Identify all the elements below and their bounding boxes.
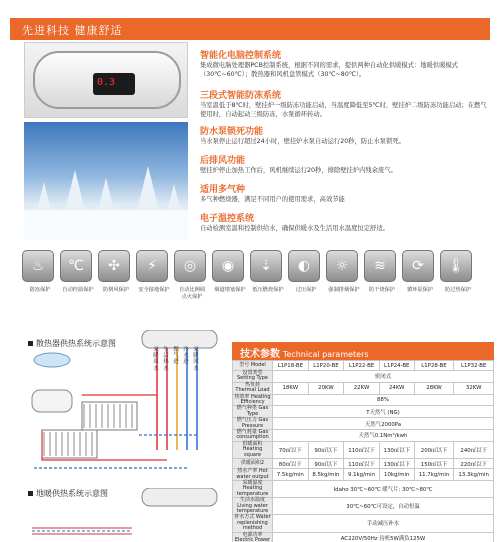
params-row bbox=[233, 394, 494, 406]
param-cell: 220㎡以下 bbox=[454, 459, 494, 469]
feature-desc: 多气种燃烧器，满足不同用户的使用需求，高效节能 bbox=[200, 196, 345, 203]
protection-label: 过压保护 bbox=[295, 287, 317, 293]
protection-item bbox=[174, 250, 210, 300]
param-cell: L1P28-BE bbox=[414, 361, 454, 371]
protection-item bbox=[326, 250, 362, 293]
param-label: 生活水温度 Living water temperature bbox=[233, 498, 273, 515]
param-label: 供暖面积 Heating square bbox=[233, 441, 273, 458]
circulation-pump-icon: ⟳ bbox=[402, 250, 434, 282]
floor-section-title: 地暖供热系统示意图 bbox=[28, 488, 108, 499]
param-label: 热负荷 Thermal Load bbox=[233, 382, 273, 394]
param-label: 燃气耗量 Gas consumption bbox=[233, 430, 273, 442]
exhaust-icon: ☼ bbox=[326, 250, 358, 282]
params-row bbox=[233, 469, 494, 481]
param-cell: 200㎡以下 bbox=[414, 441, 454, 458]
params-row bbox=[233, 406, 494, 418]
param-cell: 90㎡以下 bbox=[308, 459, 344, 469]
param-cell: L1P24-BE bbox=[379, 361, 414, 371]
feature-2 bbox=[200, 88, 490, 119]
param-label: 燃气种类 Gas Type bbox=[233, 406, 273, 418]
param-cell: 110㎡以下 bbox=[344, 459, 380, 469]
feature-desc: 当水泵停止运行超过24小时，壁挂炉水泵自动运行20秒，防止水泵锁死。 bbox=[200, 138, 405, 145]
radiator-section-title: 散热器供热系统示意图 bbox=[28, 338, 116, 349]
params-table bbox=[232, 360, 494, 542]
params-row bbox=[233, 382, 494, 394]
param-label: 电源功率 Electric Power bbox=[233, 532, 273, 542]
feature-4 bbox=[200, 153, 490, 175]
protection-item bbox=[402, 250, 438, 293]
thermostat-icon: ℃ bbox=[60, 250, 92, 282]
param-label: 设置类型 Setting Type bbox=[233, 371, 273, 383]
protection-item bbox=[212, 250, 248, 293]
overpressure-icon: ◐ bbox=[288, 250, 320, 282]
wall-heater-image bbox=[33, 51, 181, 109]
param-cell: 9.1kg/min bbox=[344, 469, 380, 481]
label-heating-out: 采暖出水 bbox=[153, 347, 159, 372]
params-row bbox=[233, 532, 494, 542]
protection-item bbox=[250, 250, 286, 293]
feature-title: 适用多气种 bbox=[200, 185, 246, 195]
dry-burn-icon: ≋ bbox=[364, 250, 396, 282]
feature-title: 电子温控系统 bbox=[200, 214, 255, 224]
header-banner bbox=[10, 18, 490, 40]
param-label: 采暖温度 Heating temperature bbox=[233, 480, 273, 497]
param-cell: 20KW bbox=[308, 382, 344, 394]
banner-title: 先进科技 健康舒适 bbox=[22, 24, 123, 37]
protection-label: 防倒风保护 bbox=[103, 287, 129, 293]
param-cell: 18KW bbox=[273, 382, 309, 394]
protection-item bbox=[288, 250, 324, 293]
params-row bbox=[233, 480, 494, 497]
protection-label: 循环泵保护 bbox=[407, 287, 433, 293]
param-value: 天然气0.1Nm³/kwh bbox=[273, 430, 494, 442]
param-value: T天然气 (NG) bbox=[273, 406, 494, 418]
param-cell: 24KW bbox=[379, 382, 414, 394]
feature-5 bbox=[200, 182, 490, 204]
param-value: 天然气2000Pa bbox=[273, 418, 494, 430]
feature-title: 防水泵锁死功能 bbox=[200, 127, 264, 137]
param-cell: 240㎡以下 bbox=[454, 441, 494, 458]
protection-item bbox=[22, 250, 58, 293]
antifreeze-icon: ♨ bbox=[22, 250, 54, 282]
label-cold-in: 冷水进 bbox=[183, 347, 189, 366]
param-cell: 28KW bbox=[414, 382, 454, 394]
param-cell: 130㎡以下 bbox=[379, 459, 414, 469]
grounding-icon: ⚡ bbox=[136, 250, 168, 282]
param-cell: 130㎡以下 bbox=[379, 441, 414, 458]
param-cell: 80㎡以下 bbox=[273, 459, 309, 469]
param-value: Idaho 30℃~60℃ 暖气片: 30℃~80℃ bbox=[273, 480, 494, 497]
param-value: AC220V/50Hz 待机5W满负125W bbox=[273, 532, 494, 542]
param-cell: 11.7kg/min bbox=[414, 469, 454, 481]
param-cell: 7.5kg/min bbox=[273, 469, 309, 481]
param-label: 热水产率 Hot water output bbox=[233, 469, 273, 481]
params-header bbox=[232, 342, 494, 360]
params-row bbox=[233, 441, 494, 458]
param-cell: 110㎡以下 bbox=[344, 441, 380, 458]
protection-item bbox=[98, 250, 134, 293]
feature-1 bbox=[200, 48, 490, 79]
protection-item bbox=[60, 250, 96, 293]
feature-title: 后排风功能 bbox=[200, 156, 246, 166]
product-photo bbox=[24, 42, 188, 118]
param-label: 供暖面积2 bbox=[233, 459, 273, 469]
label-heating-back: 采暖回水 bbox=[193, 347, 199, 372]
param-cell: 8.5kg/min bbox=[308, 469, 344, 481]
technical-parameters bbox=[232, 342, 494, 542]
param-cell: 150㎡以下 bbox=[414, 459, 454, 469]
param-label: 型号 Model bbox=[233, 361, 273, 371]
param-cell: 32KW bbox=[454, 382, 494, 394]
feature-title: 三段式智能防冻系统 bbox=[200, 91, 282, 101]
feature-title: 智能化电脑控制系统 bbox=[200, 51, 282, 61]
param-value: 密闭式 bbox=[273, 371, 494, 383]
feature-desc: 集成微电脑处理器PCB控制系统，根据不同的需求，提供两种自动化供暖模式：地暖供暖模式（30℃~60℃）；散热器和风机盘管模式（30℃~80℃）。 bbox=[200, 62, 459, 78]
protection-item bbox=[440, 250, 476, 293]
overheat-icon: 🌡 bbox=[440, 250, 472, 282]
param-cell: 13.3kg/min bbox=[454, 469, 494, 481]
protection-item bbox=[136, 250, 172, 293]
ignition-icon: ◎ bbox=[174, 250, 206, 282]
floor-heating-diagram bbox=[22, 488, 222, 542]
param-cell: 90㎡以下 bbox=[308, 441, 344, 458]
fan-icon: ✣ bbox=[98, 250, 130, 282]
param-cell: 10kg/min bbox=[379, 469, 414, 481]
param-cell: L1P20-BE bbox=[308, 361, 344, 371]
param-cell: L1P22-BE bbox=[344, 361, 380, 371]
winter-scene-image bbox=[24, 122, 188, 240]
param-cell: 22KW bbox=[344, 382, 380, 394]
label-gas-in: 燃气进 bbox=[173, 347, 179, 366]
heater-display-value: 0.3 bbox=[97, 77, 116, 88]
protection-label: 低压燃烧保护 bbox=[252, 287, 284, 293]
feature-6 bbox=[200, 211, 490, 233]
feature-desc: 壁挂炉停止加热工作后，风机继续运行20秒，排除壁挂炉内残余废气。 bbox=[200, 167, 397, 174]
protection-label: 自动控温保护 bbox=[62, 287, 94, 293]
params-row bbox=[233, 430, 494, 442]
param-cell: L1P32-BE bbox=[454, 361, 494, 371]
params-row bbox=[233, 459, 494, 469]
protection-label: 自动比例调 点火保护 bbox=[179, 287, 205, 300]
param-label: 燃气压力 Gas Pressure bbox=[233, 418, 273, 430]
protection-label: 防冻保护 bbox=[29, 287, 51, 293]
param-value: 88% bbox=[273, 394, 494, 406]
protection-item bbox=[364, 250, 400, 293]
params-title-cn: 技术参数 bbox=[240, 349, 280, 360]
params-row bbox=[233, 515, 494, 532]
protection-label: 防干烧保护 bbox=[369, 287, 395, 293]
protection-icon-row bbox=[22, 250, 480, 302]
feature-desc: 自动检测室温和控制供给水，确保供暖水及生活用水温度恒定舒适。 bbox=[200, 225, 389, 232]
flue-block-icon: ◉ bbox=[212, 250, 244, 282]
protection-label: 安全接地保护 bbox=[138, 287, 170, 293]
protection-label: 烟道堵塞保护 bbox=[214, 287, 246, 293]
param-cell: L1P18-BE bbox=[273, 361, 309, 371]
feature-3 bbox=[200, 124, 490, 146]
low-pressure-icon: ⇣ bbox=[250, 250, 282, 282]
params-row bbox=[233, 418, 494, 430]
param-value: 30℃~60℃可设定，自动恒温 bbox=[273, 498, 494, 515]
params-row bbox=[233, 361, 494, 371]
params-title-en: Technical parameters bbox=[282, 350, 369, 359]
param-label: 热效率 Heating Efficiency bbox=[234, 393, 271, 406]
param-label: 补水方式 Water replenishing method bbox=[234, 514, 271, 532]
feature-desc: 当室温低于8℃时，壁挂炉一级防冻功能启动，当温度降低至5℃时，壁挂炉二级防冻功能启动；在燃气使用时，自动起动三级防冻，水泵循环转动。 bbox=[200, 102, 487, 118]
params-row bbox=[233, 498, 494, 515]
protection-label: 强制排烟保护 bbox=[328, 287, 360, 293]
param-value: 手动减压补水 bbox=[273, 515, 494, 532]
param-cell: 70㎡以下 bbox=[273, 441, 309, 458]
label-hot-out: 生活热水 bbox=[163, 347, 169, 372]
protection-label: 防过热保护 bbox=[445, 287, 471, 293]
params-row bbox=[233, 371, 494, 383]
